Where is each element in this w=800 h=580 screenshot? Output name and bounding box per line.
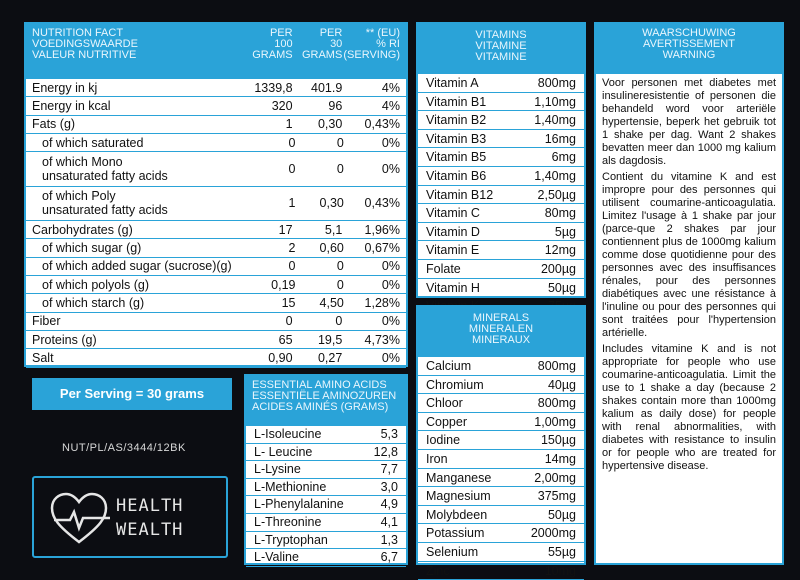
vitamins-value: 1,40mg [534, 113, 576, 128]
value-per-30g: 0,30 [319, 196, 344, 211]
nutrient-label: Proteins (g) [32, 332, 97, 347]
value-per-30g: 0 [336, 161, 344, 176]
logo-text-health: HEALTH [116, 496, 184, 516]
nutrient-label: of which added sugar (sucrose)(g) [42, 259, 232, 274]
table-row [26, 349, 406, 367]
warning-paragraph-fr: Contient du vitamine K and est impropre pour des personnes qui utilisent coumarine-anticoagulatia. Limitez l'usage à 1 shake par jour (parce-que 2 shakes par jour contiennent plus de 1000mg kalium comme dose quotidienne pour des personnes avec des insuffisances rénales, pour des personnes diabétiques avec une résistance à l'inuline ou pour des personnes qui sont traitées pour l'hypertension artérielle. [602, 171, 776, 339]
value-per-30g: 401.9 [311, 80, 343, 95]
vitamins-name: Vitamin B5 [426, 150, 487, 165]
reference-intake: 0% [381, 314, 400, 329]
amino-name: L-Phenylalanine [254, 497, 344, 512]
amino-value: 6,7 [380, 550, 398, 565]
table-row [26, 79, 406, 97]
vitamins-table [416, 22, 586, 298]
minerals-name: Copper [426, 414, 467, 429]
amino-value: 7,7 [380, 462, 398, 477]
value-per-30g: 0 [336, 277, 344, 292]
minerals-value: 2,00mg [534, 470, 576, 485]
table-row [418, 186, 584, 205]
vitamins-name: Vitamin D [426, 224, 480, 239]
nutrition-header-per30: PER 30 GRAMS [301, 27, 343, 61]
table-row [246, 461, 406, 479]
nutrient-label: of which saturated [42, 135, 144, 150]
minerals-name: Potassium [426, 526, 485, 541]
nutrient-label: of which polyols (g) [42, 277, 149, 292]
nutrition-header-title: NUTRITION FACT VOEDINGSWAARDE VALEUR NUTRITIVE [32, 27, 138, 61]
minerals-value: 40µg [547, 377, 576, 392]
nutrient-label: of which starch (g) [42, 296, 145, 311]
value-per-30g: 0 [336, 259, 344, 274]
reference-intake: 1,96% [364, 222, 400, 237]
table-row [418, 469, 584, 488]
vitamin-rows [418, 74, 584, 316]
vitamins-value: 16mg [544, 131, 576, 146]
table-row [418, 241, 584, 260]
vitamins-name: Vitamin C [426, 206, 480, 221]
amino-name: L-Methionine [254, 479, 327, 494]
nutrient-label: Energy in kcal [32, 98, 111, 113]
nutrient-label: of which Mono unsaturated fatty acids [42, 154, 168, 183]
vitamins-value: 1,40mg [534, 168, 576, 183]
nutrition-header [26, 24, 406, 79]
nutrient-label: Fats (g) [32, 117, 76, 132]
table-row [418, 487, 584, 506]
minerals-name: Molybdeen [426, 507, 488, 522]
vitamins-value: 6mg [551, 150, 576, 165]
value-per-30g: 0 [336, 135, 344, 150]
table-row [418, 111, 584, 130]
vitamins-name: Vitamin B1 [426, 94, 487, 109]
amino-acids-table [244, 374, 408, 565]
amino-value: 4,9 [380, 497, 398, 512]
value-per-100g: 0 [285, 314, 293, 329]
reference-intake: 4,73% [364, 332, 400, 347]
vitamins-value: 1,10mg [534, 94, 576, 109]
vitamins-value: 80mg [544, 206, 576, 221]
vitamins-name: Vitamin B2 [426, 113, 487, 128]
reference-intake: 0% [381, 277, 400, 292]
vitamins-value: 5µg [554, 224, 576, 239]
table-row [246, 514, 406, 532]
value-per-100g: 320 [271, 98, 293, 113]
table-row [246, 496, 406, 514]
vitamins-header: VITAMINS VITAMINE VITAMINE [418, 24, 584, 74]
minerals-name: Calcium [426, 359, 472, 373]
minerals-name: Selenium [426, 544, 479, 559]
vitamins-value: 800mg [537, 76, 576, 90]
vitamins-value: 200µg [540, 261, 576, 276]
table-row [26, 294, 406, 312]
value-per-100g: 1 [285, 117, 293, 132]
value-per-100g: 1339,8 [254, 80, 293, 95]
value-per-100g: 65 [278, 332, 293, 347]
minerals-name: Chloor [426, 396, 463, 411]
mineral-rows [418, 357, 584, 580]
vitamins-name: Folate [426, 261, 461, 276]
minerals-value: 2000mg [530, 526, 576, 541]
reference-intake: 0% [381, 350, 400, 365]
minerals-name: Zinc [426, 563, 450, 578]
amino-header: ESSENTIAL AMINO ACIDS ESSENTIËLE AMINOZUREN ACIDES AMINÉS (GRAMS) [246, 376, 406, 426]
logo-text-wealth: WEALTH [116, 520, 184, 540]
table-row [246, 426, 406, 444]
minerals-header: MINERALS MINERALEN MINERAUX [418, 307, 584, 357]
table-row [418, 394, 584, 413]
minerals-name: Iron [426, 451, 448, 466]
table-row [418, 450, 584, 469]
minerals-value: 10mg [544, 563, 576, 578]
brand-logo [32, 476, 228, 558]
table-row [26, 331, 406, 349]
table-row [26, 239, 406, 257]
vitamins-value: 12mg [544, 243, 576, 258]
value-per-30g: 4,50 [319, 296, 344, 311]
minerals-name: Chromium [426, 377, 484, 392]
warning-header: WAARSCHUWING AVERTISSEMENT WARNING [596, 24, 782, 74]
table-row [26, 276, 406, 294]
vitamins-name: Vitamin B6 [426, 168, 487, 183]
vitamins-name: Vitamin B12 [426, 187, 494, 202]
table-row [418, 543, 584, 562]
table-row [26, 152, 406, 187]
value-per-100g: 0 [288, 259, 296, 274]
table-row [418, 130, 584, 149]
minerals-value: 800mg [537, 359, 576, 373]
table-row [418, 413, 584, 432]
value-per-100g: 0,90 [268, 350, 293, 365]
table-row [418, 204, 584, 223]
table-row [246, 444, 406, 462]
value-per-100g: 2 [288, 241, 296, 256]
value-per-100g: 1 [288, 196, 296, 211]
warning-panel [594, 22, 784, 565]
value-per-100g: 15 [281, 296, 296, 311]
vitamins-value: 2,50µg [537, 187, 576, 202]
nutrition-rows [26, 79, 406, 368]
value-per-30g: 0,27 [317, 350, 343, 365]
table-row [418, 376, 584, 395]
table-row [26, 258, 406, 276]
table-row [418, 74, 584, 93]
table-row [418, 93, 584, 112]
table-row [418, 562, 584, 580]
reference-intake: 0% [381, 135, 400, 150]
value-per-30g: 0,60 [319, 241, 344, 256]
reference-intake: 1,28% [364, 296, 400, 311]
table-row [26, 97, 406, 115]
vitamins-name: Vitamin A [426, 76, 479, 90]
minerals-name: Manganese [426, 470, 492, 485]
serving-size-badge: Per Serving = 30 grams [32, 378, 232, 410]
value-per-100g: 0 [288, 161, 296, 176]
minerals-value: 800mg [537, 396, 576, 411]
table-row [418, 223, 584, 242]
table-row [418, 148, 584, 167]
minerals-value: 375mg [537, 489, 576, 504]
table-row [418, 260, 584, 279]
minerals-value: 50µg [547, 507, 576, 522]
minerals-value: 55µg [547, 544, 576, 559]
table-row [246, 479, 406, 497]
amino-value: 5,3 [380, 427, 398, 441]
product-code: NUT/PL/AS/3444/12BK [62, 442, 186, 454]
value-per-30g: 19,5 [317, 332, 343, 347]
table-row [418, 431, 584, 450]
value-per-30g: 0 [335, 314, 343, 329]
reference-intake: 0% [381, 161, 400, 176]
heart-pulse-icon [48, 490, 110, 546]
nutrient-label: Fiber [32, 314, 61, 329]
amino-value: 1,3 [380, 532, 398, 547]
value-per-30g: 0,30 [317, 117, 343, 132]
nutrition-facts-table [24, 22, 408, 367]
minerals-name: Iodine [426, 433, 461, 448]
table-row [26, 187, 406, 222]
nutrient-label: of which sugar (g) [42, 241, 142, 256]
minerals-name: Magnesium [426, 489, 491, 504]
reference-intake: 4% [381, 80, 400, 95]
value-per-100g: 0,19 [271, 277, 296, 292]
vitamins-name: Vitamin H [426, 280, 480, 295]
minerals-table [416, 305, 586, 578]
nutrition-header-per100: PER 100 GRAMS [252, 27, 293, 61]
minerals-value: 1,00mg [534, 414, 576, 429]
warning-paragraph-en: Includes vitamine K and is not appropriate for people who use coumarine-anticoagulatia. Limit the use to 1 shake a day (because 2 shakes contain more than 1000mg kalium as daily dose) for people with renal abnormalities, with diabetes with resistance to insulin or for people who are treated for hypertensive disease. [602, 343, 776, 472]
table-row [418, 357, 584, 376]
vitamins-name: Vitamin E [426, 243, 480, 258]
table-row [26, 221, 406, 239]
table-row [246, 549, 406, 567]
table-row [418, 279, 584, 298]
amino-name: L-Lysine [254, 462, 301, 477]
minerals-value: 150µg [540, 433, 576, 448]
amino-rows [246, 426, 406, 567]
nutrient-label: of which Poly unsaturated fatty acids [42, 189, 168, 218]
table-row [418, 524, 584, 543]
nutrient-label: Salt [32, 350, 54, 365]
minerals-value: 14mg [544, 451, 576, 466]
amino-value: 3,0 [380, 479, 398, 494]
vitamins-value: 50µg [547, 280, 576, 295]
value-per-100g: 0 [288, 135, 296, 150]
warning-paragraph-nl: Voor personen met diabetes met insulineresistentie of personen die behandeld word voor arteriële hypertensie, beperk het gebruik tot 1 shake per dag. Want 2 shakes bevatten meer dan 1000 mg kalium als dagdosis. [602, 77, 776, 167]
value-per-30g: 5,1 [324, 222, 343, 237]
value-per-100g: 17 [278, 222, 293, 237]
amino-value: 12,8 [373, 444, 398, 459]
table-row [418, 167, 584, 186]
table-row [26, 134, 406, 152]
nutrient-label: Energy in kj [32, 80, 98, 95]
amino-name: L-Isoleucine [254, 427, 322, 441]
value-per-30g: 96 [328, 98, 343, 113]
amino-value: 4,1 [380, 514, 398, 529]
table-row [246, 532, 406, 550]
amino-name: L-Tryptophan [254, 532, 328, 547]
reference-intake: 0,43% [364, 196, 400, 211]
reference-intake: 0,43% [364, 117, 400, 132]
vitamins-name: Vitamin B3 [426, 131, 487, 146]
table-row [26, 116, 406, 134]
reference-intake: 4% [381, 98, 400, 113]
amino-name: L-Valine [254, 550, 299, 565]
table-row [26, 313, 406, 331]
amino-name: L-Threonine [254, 514, 322, 529]
reference-intake: 0% [381, 259, 400, 274]
reference-intake: 0,67% [364, 241, 400, 256]
table-row [418, 506, 584, 525]
nutrition-header-ri: ** (EU) % RI (SERVING) [343, 27, 400, 61]
nutrient-label: Carbohydrates (g) [32, 222, 133, 237]
amino-name: L- Leucine [254, 444, 313, 459]
